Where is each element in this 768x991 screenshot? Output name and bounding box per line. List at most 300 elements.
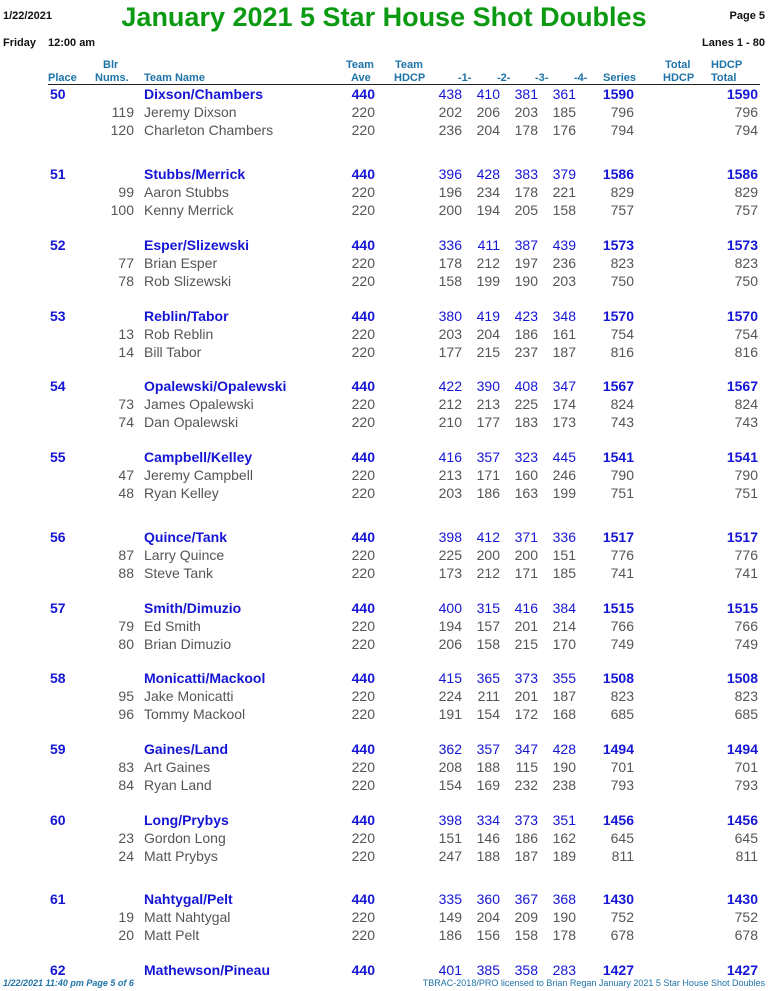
bowler-hdcp-total: 743 [734, 414, 758, 430]
bowler-game-3: 158 [514, 927, 538, 943]
bowler-row [0, 202, 768, 220]
team-hdcp-total: 1517 [726, 529, 758, 545]
team-hdcp-total: 1586 [726, 166, 758, 182]
bowler-row [0, 759, 768, 777]
bowler-average: 220 [351, 777, 375, 793]
bowler-series: 645 [610, 830, 634, 846]
bowler-series: 794 [610, 122, 634, 138]
bowler-game-1: 208 [438, 759, 462, 775]
team-name: Campbell/Kelley [144, 449, 253, 465]
bowler-game-3: 215 [514, 636, 538, 652]
bowler-series: 754 [610, 326, 634, 342]
bowler-series: 823 [610, 255, 634, 271]
bowler-row [0, 688, 768, 706]
bowler-hdcp-total: 741 [734, 565, 758, 581]
team-row [0, 529, 768, 547]
team-average: 440 [351, 308, 375, 324]
bowler-game-4: 190 [552, 759, 576, 775]
team-name: Gaines/Land [144, 741, 229, 757]
bowler-game-1: 202 [438, 104, 462, 120]
team-row [0, 237, 768, 255]
team-game-1: 335 [438, 891, 462, 907]
bowler-game-1: 151 [438, 830, 462, 846]
col-hdcp-total-top: HDCP [711, 59, 743, 71]
team-series: 1456 [602, 812, 634, 828]
bowler-name: Ryan Land [144, 777, 212, 793]
bowler-game-1: 203 [438, 326, 462, 342]
bowler-number: 87 [118, 547, 134, 563]
bowler-hdcp-total: 811 [735, 848, 758, 864]
bowler-average: 220 [351, 636, 375, 652]
team-row [0, 166, 768, 184]
bowler-row [0, 396, 768, 414]
bowler-game-1: 177 [438, 344, 462, 360]
team-average: 440 [351, 741, 375, 757]
team-average: 440 [351, 891, 375, 907]
bowler-average: 220 [351, 909, 375, 925]
bowler-series: 823 [610, 688, 634, 704]
bowler-game-3: 203 [514, 104, 538, 120]
bowler-game-4: 185 [552, 104, 576, 120]
team-average: 440 [351, 449, 375, 465]
team-game-3: 387 [514, 237, 538, 253]
bowler-row [0, 344, 768, 362]
team-game-4: 361 [552, 86, 576, 102]
bowler-average: 220 [351, 618, 375, 634]
bowler-game-3: 237 [514, 344, 538, 360]
bowler-name: Kenny Merrick [144, 202, 234, 218]
bowler-game-2: 204 [476, 122, 500, 138]
bowler-hdcp-total: 793 [734, 777, 758, 793]
team-game-3: 373 [514, 812, 538, 828]
team-series: 1508 [602, 670, 634, 686]
bowler-game-4: 246 [552, 467, 576, 483]
team-game-3: 423 [514, 308, 538, 324]
team-row [0, 891, 768, 909]
team-hdcp-total: 1567 [726, 378, 758, 394]
bowler-name: Larry Quince [144, 547, 225, 563]
header-divider [48, 84, 760, 85]
bowler-game-2: 204 [476, 326, 500, 342]
bowler-game-2: 215 [476, 344, 500, 360]
team-name: Long/Prybys [144, 812, 229, 828]
team-game-1: 398 [438, 529, 462, 545]
bowler-hdcp-total: 751 [734, 485, 758, 501]
team-place: 62 [50, 962, 66, 978]
team-game-3: 383 [514, 166, 538, 182]
team-game-1: 415 [438, 670, 462, 686]
team-name: Opalewski/Opalewski [144, 378, 287, 394]
bowler-game-4: 174 [552, 396, 576, 412]
bowler-row [0, 909, 768, 927]
team-game-1: 400 [438, 600, 462, 616]
col-blr-top: Blr [103, 59, 119, 71]
team-average: 440 [351, 378, 375, 394]
bowler-number: 79 [118, 618, 134, 634]
team-game-4: 379 [552, 166, 576, 182]
team-name: Esper/Slizewski [144, 237, 250, 253]
team-series: 1570 [602, 308, 634, 324]
bowler-average: 220 [351, 848, 375, 864]
bowler-average: 220 [351, 104, 375, 120]
bowler-game-3: 201 [514, 688, 538, 704]
bowler-hdcp-total: 766 [734, 618, 758, 634]
bowler-game-2: 212 [476, 255, 500, 271]
team-place: 54 [50, 378, 66, 394]
bowler-average: 220 [351, 273, 375, 289]
bowler-game-1: 196 [438, 184, 462, 200]
bowler-game-4: 176 [552, 122, 576, 138]
bowler-game-2: 234 [476, 184, 500, 200]
bowler-game-4: 199 [552, 485, 576, 501]
col-game-1: -1- [458, 72, 472, 84]
team-series: 1590 [602, 86, 634, 102]
team-game-2: 357 [476, 449, 500, 465]
team-hdcp-total: 1570 [726, 308, 758, 324]
bowler-name: Art Gaines [144, 759, 211, 775]
bowler-hdcp-total: 790 [734, 467, 758, 483]
bowler-game-1: 206 [438, 636, 462, 652]
bowler-game-1: 194 [438, 618, 462, 634]
team-game-4: 336 [552, 529, 576, 545]
team-average: 440 [351, 529, 375, 545]
bowler-hdcp-total: 823 [734, 255, 758, 271]
bowler-series: 811 [611, 848, 634, 864]
bowler-game-4: 168 [552, 706, 576, 722]
bowler-average: 220 [351, 467, 375, 483]
bowler-number: 24 [118, 848, 134, 864]
bowler-game-3: 209 [514, 909, 538, 925]
bowler-row [0, 184, 768, 202]
bowler-hdcp-total: 685 [734, 706, 758, 722]
team-name: Mathewson/Pineau [144, 962, 271, 978]
bowler-game-4: 151 [552, 547, 576, 563]
bowler-average: 220 [351, 565, 375, 581]
bowler-series: 749 [610, 636, 634, 652]
bowler-hdcp-total: 749 [734, 636, 758, 652]
team-game-3: 323 [514, 449, 538, 465]
bowler-game-1: 154 [438, 777, 462, 793]
bowler-series: 701 [610, 759, 634, 775]
bowler-game-3: 178 [514, 184, 538, 200]
bowler-name: Gordon Long [144, 830, 226, 846]
team-game-2: 385 [476, 962, 500, 978]
bowler-name: Matt Prybys [144, 848, 218, 864]
col-total-hdcp-top: Total [665, 59, 691, 71]
bowler-game-4: 236 [552, 255, 576, 271]
team-name: Quince/Tank [144, 529, 227, 545]
team-series: 1517 [602, 529, 634, 545]
bowler-series: 752 [610, 909, 634, 925]
team-hdcp-total: 1508 [726, 670, 758, 686]
bowler-average: 220 [351, 547, 375, 563]
team-game-3: 358 [514, 962, 538, 978]
bowler-row [0, 618, 768, 636]
bowler-name: Jeremy Dixson [144, 104, 237, 120]
bowler-row [0, 326, 768, 344]
team-game-2: 360 [476, 891, 500, 907]
col-total-hdcp: HDCP [663, 72, 695, 84]
bowler-game-1: 225 [438, 547, 462, 563]
bowler-hdcp-total: 701 [734, 759, 758, 775]
team-name: Monicatti/Mackool [144, 670, 266, 686]
bowler-game-1: 158 [438, 273, 462, 289]
team-game-2: 357 [476, 741, 500, 757]
bowler-game-1: 200 [438, 202, 462, 218]
bowler-game-4: 162 [552, 830, 576, 846]
team-game-1: 362 [438, 741, 462, 757]
bowler-hdcp-total: 678 [734, 927, 758, 943]
bowler-game-1: 173 [438, 565, 462, 581]
bowler-average: 220 [351, 396, 375, 412]
team-game-2: 419 [476, 308, 500, 324]
bowler-name: Charleton Chambers [144, 122, 274, 138]
team-place: 55 [50, 449, 66, 465]
team-game-2: 390 [476, 378, 500, 394]
bowler-series: 829 [610, 184, 634, 200]
team-name: Nahtygal/Pelt [144, 891, 233, 907]
team-game-1: 401 [438, 962, 462, 978]
bowler-number: 20 [118, 927, 134, 943]
bowler-game-3: 197 [514, 255, 538, 271]
bowler-average: 220 [351, 759, 375, 775]
team-series: 1573 [602, 237, 634, 253]
bowler-number: 23 [118, 830, 134, 846]
bowler-number: 77 [118, 255, 134, 271]
bowler-number: 14 [118, 344, 134, 360]
team-name: Smith/Dimuzio [144, 600, 242, 616]
bowler-game-3: 171 [514, 565, 538, 581]
bowler-row [0, 927, 768, 945]
bowler-series: 816 [610, 344, 634, 360]
bowler-hdcp-total: 752 [734, 909, 758, 925]
bowler-game-2: 177 [476, 414, 500, 430]
bowler-series: 757 [610, 202, 634, 218]
bowler-game-2: 158 [476, 636, 500, 652]
bowler-series: 678 [610, 927, 634, 943]
team-average: 440 [351, 600, 375, 616]
bowler-game-2: 213 [476, 396, 500, 412]
bowler-game-4: 238 [552, 777, 576, 793]
bowler-number: 99 [118, 184, 134, 200]
bowler-game-1: 213 [438, 467, 462, 483]
team-game-4: 347 [552, 378, 576, 394]
bowler-average: 220 [351, 122, 375, 138]
bowler-game-2: 206 [476, 104, 500, 120]
team-game-1: 396 [438, 166, 462, 182]
bowler-row [0, 706, 768, 724]
bowler-game-2: 212 [476, 565, 500, 581]
bowler-row [0, 565, 768, 583]
bowler-game-2: 188 [476, 848, 500, 864]
bowler-number: 74 [118, 414, 134, 430]
bowler-name: Bill Tabor [144, 344, 202, 360]
bowler-game-3: 186 [514, 830, 538, 846]
team-game-4: 428 [552, 741, 576, 757]
bowler-game-3: 186 [514, 326, 538, 342]
bowler-game-2: 200 [476, 547, 500, 563]
bowler-game-1: 210 [438, 414, 462, 430]
bowler-series: 751 [610, 485, 634, 501]
bowler-name: Rob Slizewski [144, 273, 232, 289]
bowler-series: 766 [610, 618, 634, 634]
team-hdcp-total: 1427 [726, 962, 758, 978]
bowler-game-4: 170 [552, 636, 576, 652]
bowler-number: 95 [118, 688, 134, 704]
team-game-1: 398 [438, 812, 462, 828]
bowler-name: Aaron Stubbs [144, 184, 229, 200]
team-game-2: 315 [476, 600, 500, 616]
bowler-game-1: 186 [438, 927, 462, 943]
bowler-name: Brian Dimuzio [144, 636, 232, 652]
bowler-number: 48 [118, 485, 134, 501]
bowler-game-3: 115 [515, 759, 538, 775]
bowler-name: Ryan Kelley [144, 485, 219, 501]
bowler-name: Steve Tank [144, 565, 214, 581]
bowler-game-1: 178 [438, 255, 462, 271]
bowler-game-2: 211 [477, 688, 500, 704]
bowler-average: 220 [351, 326, 375, 342]
team-series: 1427 [602, 962, 634, 978]
team-game-4: 351 [552, 812, 576, 828]
col-place: Place [48, 72, 77, 84]
team-place: 52 [50, 237, 66, 253]
bowler-average: 220 [351, 706, 375, 722]
team-game-4: 355 [552, 670, 576, 686]
bowler-number: 83 [118, 759, 134, 775]
col-team-ave-top: Team [346, 59, 374, 71]
team-game-3: 347 [514, 741, 538, 757]
team-place: 50 [50, 86, 66, 102]
bowler-row [0, 485, 768, 503]
bowler-game-4: 158 [552, 202, 576, 218]
bowler-name: Ed Smith [144, 618, 201, 634]
lanes-range: Lanes 1 - 80 [702, 37, 765, 49]
bowler-game-3: 205 [514, 202, 538, 218]
bowler-number: 13 [118, 326, 134, 342]
col-team-hdcp: HDCP [394, 72, 426, 84]
team-hdcp-total: 1494 [726, 741, 758, 757]
bowler-game-2: 188 [476, 759, 500, 775]
team-place: 51 [50, 166, 66, 182]
bowler-number: 19 [118, 909, 134, 925]
bowler-series: 743 [610, 414, 634, 430]
bowler-game-4: 190 [552, 909, 576, 925]
col-game-4: -4- [574, 72, 588, 84]
session-day: Friday [3, 37, 37, 49]
bowler-name: Jeremy Campbell [144, 467, 253, 483]
team-game-2: 410 [476, 86, 500, 102]
team-series: 1515 [602, 600, 634, 616]
bowler-series: 741 [610, 565, 634, 581]
bowler-game-4: 189 [552, 848, 576, 864]
bowler-average: 220 [351, 414, 375, 430]
bowler-game-4: 214 [552, 618, 576, 634]
report-date: 1/22/2021 [3, 10, 52, 22]
team-place: 58 [50, 670, 66, 686]
bowler-game-2: 204 [476, 909, 500, 925]
bowler-row [0, 636, 768, 654]
bowler-game-1: 191 [438, 706, 462, 722]
bowler-name: Matt Pelt [144, 927, 200, 943]
team-series: 1586 [602, 166, 634, 182]
bowler-hdcp-total: 823 [734, 688, 758, 704]
bowler-number: 119 [111, 104, 134, 120]
bowler-game-2: 154 [476, 706, 500, 722]
bowler-hdcp-total: 776 [734, 547, 758, 563]
col-game-3: -3- [535, 72, 549, 84]
bowler-row [0, 547, 768, 565]
team-row [0, 308, 768, 326]
bowler-average: 220 [351, 202, 375, 218]
team-name: Dixson/Chambers [144, 86, 264, 102]
bowler-average: 220 [351, 344, 375, 360]
col-team-name: Team Name [144, 72, 205, 84]
bowler-name: James Opalewski [144, 396, 254, 412]
col-team-hdcp-top: Team [395, 59, 423, 71]
report-title: January 2021 5 Star House Shot Doubles [121, 2, 647, 32]
team-place: 59 [50, 741, 66, 757]
team-row [0, 670, 768, 688]
bowler-game-1: 203 [438, 485, 462, 501]
bowler-name: Rob Reblin [144, 326, 214, 342]
bowler-average: 220 [351, 927, 375, 943]
bowler-game-3: 190 [514, 273, 538, 289]
bowler-row [0, 104, 768, 122]
bowler-game-3: 183 [514, 414, 538, 430]
col-game-2: -2- [497, 72, 511, 84]
bowler-series: 793 [610, 777, 634, 793]
team-name: Reblin/Tabor [144, 308, 229, 324]
bowler-hdcp-total: 794 [734, 122, 758, 138]
team-game-2: 334 [476, 812, 500, 828]
team-game-1: 438 [438, 86, 462, 102]
bowler-game-4: 185 [552, 565, 576, 581]
team-row [0, 741, 768, 759]
team-game-4: 384 [552, 600, 576, 616]
bowler-number: 120 [110, 122, 134, 138]
team-game-1: 422 [438, 378, 462, 394]
bowler-series: 790 [610, 467, 634, 483]
bowler-game-3: 178 [514, 122, 538, 138]
bowler-game-2: 169 [476, 777, 500, 793]
bowler-series: 796 [610, 104, 634, 120]
team-game-1: 336 [438, 237, 462, 253]
bowler-number: 47 [118, 467, 134, 483]
bowler-game-2: 146 [476, 830, 500, 846]
team-series: 1541 [602, 449, 634, 465]
team-game-4: 445 [552, 449, 576, 465]
bowler-game-2: 156 [476, 927, 500, 943]
bowler-average: 220 [351, 184, 375, 200]
bowler-game-4: 221 [552, 184, 576, 200]
team-hdcp-total: 1456 [726, 812, 758, 828]
bowler-game-4: 187 [552, 344, 576, 360]
bowler-game-1: 149 [438, 909, 462, 925]
bowler-hdcp-total: 645 [734, 830, 758, 846]
bowler-name: Dan Opalewski [144, 414, 239, 430]
team-row [0, 449, 768, 467]
team-place: 61 [50, 891, 66, 907]
bowler-average: 220 [351, 485, 375, 501]
col-team-ave: Ave [351, 72, 371, 84]
bowler-game-4: 187 [552, 688, 576, 704]
bowler-hdcp-total: 816 [734, 344, 758, 360]
bowler-row [0, 414, 768, 432]
bowler-game-3: 200 [514, 547, 538, 563]
bowler-row [0, 122, 768, 140]
bowler-row [0, 467, 768, 485]
